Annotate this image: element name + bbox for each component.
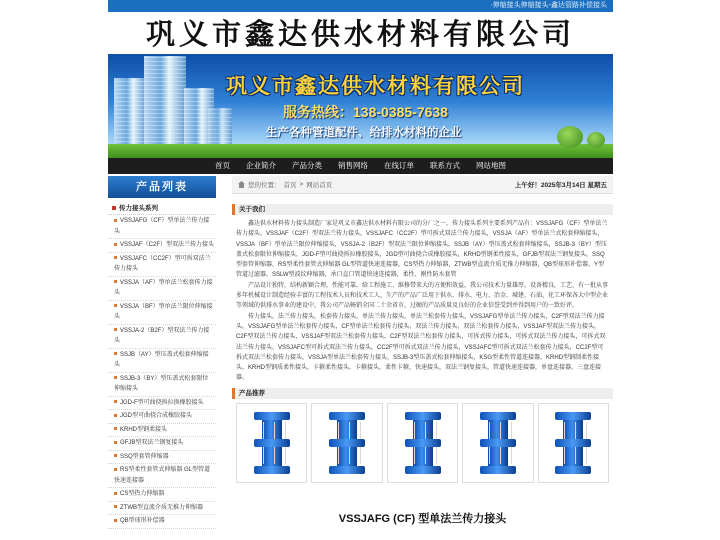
current-date: 上午好！2025年3月14日 星期五 (514, 182, 607, 189)
sidebar-item[interactable] (108, 464, 216, 488)
sidebar-item[interactable] (108, 424, 216, 438)
product-image (478, 412, 518, 474)
bullet-icon (114, 519, 117, 522)
bullet-icon (114, 328, 117, 331)
sidebar-title: 产品列表 (108, 176, 216, 198)
product-image (252, 412, 292, 474)
sidebar-item-label: KRHD型钢柔接头 (120, 426, 168, 433)
sidebar-item-label: VSSJA-2（B2F）型双法兰传力接头 (114, 327, 210, 344)
product-image (553, 412, 593, 474)
intro-paragraph: 产品设计独特，结构新颖合理，性能可靠，给工程施工、维修带来大的方便和效益，我公司技术力量雄厚，设备精良，工艺、有一批从事多年机械设计制造经验丰富的工程技术人员和技术工人，生产的产品广泛用于供水、排水、电力、冶金、城建、石油、化工环保各大中型企业等领域的供排水事业的建设中，我公司产品畅销全国二十余省市，过硬的产品质量及良好的企业信誉受到并得到用户的一致好评。 (236, 282, 609, 310)
sidebar-item[interactable] (108, 373, 216, 397)
about-section-body (232, 215, 613, 384)
product-gallery (232, 399, 613, 483)
sidebar-item[interactable] (108, 239, 216, 253)
product-card[interactable] (236, 403, 307, 483)
sidebar-item[interactable] (108, 325, 216, 349)
sidebar-category-label: 传力接头系列 (119, 205, 158, 212)
nav-item-sitemap[interactable]: 网站地图 (476, 161, 506, 170)
sidebar-item[interactable] (108, 397, 216, 411)
nav-item-sales-network[interactable]: 销售网络 (338, 161, 368, 170)
banner-tree-graphic (557, 126, 583, 148)
nav-item-products[interactable]: 产品分类 (292, 161, 322, 170)
sidebar-category[interactable] (108, 198, 216, 215)
sidebar-item-label: VSSJAFG（CF）型单法兰传力接头 (114, 218, 210, 235)
nav-item-contact[interactable]: 联系方式 (430, 161, 460, 170)
bullet-icon (114, 454, 117, 457)
sidebar-item[interactable] (108, 488, 216, 502)
square-bullet-icon (112, 206, 116, 210)
bullet-icon (114, 352, 117, 355)
product-image (403, 412, 443, 474)
banner-building-graphic (144, 56, 186, 158)
main-navigation (108, 158, 613, 174)
banner-company-name: 巩义市鑫达供水材料有限公司 (226, 74, 525, 98)
home-icon (238, 181, 245, 188)
about-section-title: 关于我们 (232, 204, 613, 215)
product-sidebar (108, 176, 216, 540)
breadcrumb-home-link[interactable]: 首页 (283, 182, 297, 189)
sidebar-item[interactable] (108, 437, 216, 451)
brand-header (108, 12, 613, 52)
intro-paragraph: 传力接头，法兰传力接头，松套传力接头，单法兰传力接头，单法兰松套传力接头，VSSJAFG型单法兰传力接头，C2F型双法兰传力接头，VSSJAFG型单法兰松套传力接头，CF型单法兰松套传力接头，双法兰传力接头，双法兰松套传力接头，VSSJAF型双法兰传力接头，C2F型双法兰传力接头，VSSJAF型双法兰松套传力接头，C2F型双法兰松套传力接头，可拆式传力接头，可拆式双法兰传力接头，可拆式双法兰传力接头，VSSJAFC型可拆式双法兰传力接头，CC2F型可拆式双法兰传力接头，VSSJAFC型可拆式双法兰松套传力接头，CC2F型可拆式双法兰松套传力接头，VSSJA型单法兰松套传力接头，SSJB-3型压盖式松套伸缩接头，KSG型柔性管道连接器，KRHD型钢制柔性接头，KRHD型钢质柔性接头，卡箍柔性接头，卡箍接头，柔性卡箍，快速接头，双法兰钢复接头，管道快速连接器，单盘连接器，三盘连接器。 (236, 313, 606, 382)
bullet-icon (114, 414, 117, 417)
sidebar-item[interactable] (108, 277, 216, 301)
breadcrumb-location-label: 您的位置： (248, 182, 281, 189)
product-card[interactable] (387, 403, 458, 483)
intro-paragraph: 鑫达供水材料传力接头制造厂家是巩义市鑫达供水材料有限公司的分厂之一，传力接头系列主要系列产品有：VSSJAFG（CF）型单法兰传力接头，VSSJAF（C2F）型双法兰传力接头，VSSJAFC（CC2F）型可拆式双法兰传力接头，VSSJA（AF）型单法兰式松套伸缩接头，VSSJA（BF）型单法兰限位伸缩接头，VSSJA-2（B2F）型双法兰限位伸缩接头，SSJB（AY）型压盖式松套伸缩接头，SSJB-3（BY）型压盖式松套限位伸缩接头，JGD-F型可曲挠拆拉橡胶接头，JGD型可曲挠合成橡胶接头，KRHD型钢柔性接头，GFJB型双法兰钢复接头，SSQ型套管伸缩器，RS型柔性套管式伸缩器 GL型管道快速连接器，CS型热力伸缩器，ZTWB型直流介质无推力伸缩器，QB型球形补偿器，Y型管道过滤器，SSLW型波纹伸缩器，承口直口管道快速连接器，柔性、刚性防水套管 (236, 221, 608, 279)
bullet-icon (114, 219, 117, 222)
product-card[interactable] (538, 403, 609, 483)
sidebar-item[interactable] (108, 502, 216, 516)
main-content (232, 176, 613, 540)
sidebar-item-label: VSSJA（BF）型单法兰限位伸缩接头 (114, 303, 213, 320)
sidebar-item-label: VSSJAF（C2F）型双法兰传力接头 (120, 242, 215, 248)
product-card[interactable] (462, 403, 533, 483)
bullet-icon (114, 280, 117, 283)
sidebar-item-label: QB型球形补偿器 (120, 518, 165, 524)
bullet-icon (114, 427, 117, 430)
sidebar-item-label: ZTWB型直流介质无推力伸缩器 (120, 504, 203, 511)
hero-banner (108, 54, 613, 158)
brand-title: 巩义市鑫达供水材料有限公司 (145, 16, 575, 51)
bullet-icon (114, 492, 117, 495)
banner-tree-graphic (587, 132, 605, 148)
bullet-icon (114, 441, 117, 444)
breadcrumb-current: 网站首页 (306, 182, 333, 189)
sidebar-item[interactable] (108, 410, 216, 424)
sidebar-item-label: SSJB-3（BY）型压盖式松套限位伸缩接头 (114, 375, 209, 392)
nav-item-home[interactable]: 首页 (215, 161, 230, 170)
sidebar-item-label: SSJB（AY）型压盖式松套伸缩接头 (114, 351, 209, 368)
breadcrumb (238, 180, 332, 189)
sidebar-item[interactable] (108, 349, 216, 373)
banner-hotline: 服务热线：138-0385-7638 (283, 104, 448, 120)
sidebar-item-label: SSQ型套管伸缩器 (120, 453, 169, 460)
product-image (327, 412, 367, 474)
sidebar-item-label: JGD-F型可曲挠拆拉换橡胶接头 (120, 399, 204, 406)
sidebar-item[interactable] (108, 451, 216, 465)
bullet-icon (114, 505, 117, 508)
banner-slogan: 生产各种管道配件、给排水材料的企业 (266, 127, 462, 139)
bullet-icon (114, 376, 117, 379)
sidebar-item[interactable] (108, 301, 216, 325)
bullet-icon (114, 468, 117, 471)
banner-grass-graphic (108, 144, 613, 158)
sidebar-item-label: GFJB型双法兰钢复接头 (120, 440, 184, 446)
sidebar-item-label: RS型柔性套管式伸缩器 GL型管道快速连接器 (114, 467, 211, 484)
breadcrumb-separator: > (299, 181, 304, 188)
sidebar-item[interactable] (108, 515, 216, 529)
top-announcement-bar (108, 0, 613, 12)
bullet-icon (114, 400, 117, 403)
sidebar-item-label: VSSJA（AF）型单法兰松套传力接头 (114, 279, 213, 296)
sidebar-product-list (108, 215, 216, 529)
bullet-icon (114, 304, 117, 307)
sidebar-item-label: VSSJAFC（CC2F）型可拆双法兰传力接头 (114, 255, 211, 272)
bullet-icon (114, 256, 117, 259)
product-card[interactable] (311, 403, 382, 483)
nav-item-about[interactable]: 企业简介 (246, 161, 276, 170)
breadcrumb-bar (232, 176, 613, 194)
sidebar-item[interactable] (108, 253, 216, 277)
nav-item-online-order[interactable]: 在线订单 (384, 161, 414, 170)
product-caption: VSSJAFG (CF) 型单法兰传力接头 (338, 513, 507, 525)
bullet-icon (114, 243, 117, 246)
sidebar-item-label: CS型热力伸缩器 (120, 491, 165, 497)
top-announcement-text: ·伸缩接头伸缩接头-鑫达管路补偿接头 (490, 2, 607, 9)
sidebar-item[interactable] (108, 215, 216, 239)
sidebar-item-label: JGD型可曲挠合成橡胶接头 (120, 413, 193, 419)
products-section-title: 产品推荐 (232, 388, 613, 399)
